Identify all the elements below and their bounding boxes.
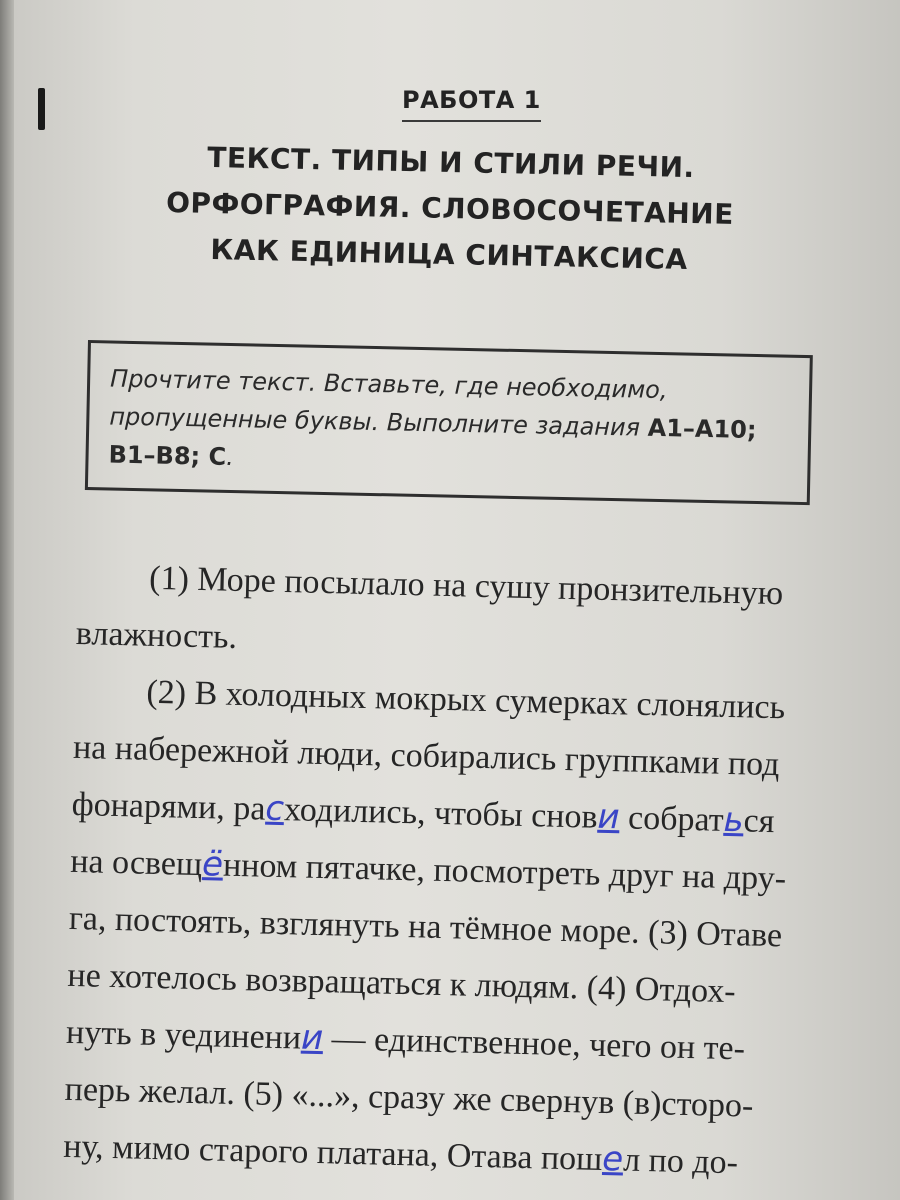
passage-line: влажность. [75, 614, 238, 656]
passage-line: га, постоять, взглянуть на тёмное море. (3) Отаве [68, 899, 783, 955]
text-fragment: нуть в уединени [65, 1013, 302, 1057]
instruction-end: . [225, 442, 235, 472]
passage-line: (1) Море посылало на сушу пронзительную [148, 559, 784, 613]
handwritten-letter: с [264, 788, 285, 830]
instruction-box [85, 340, 813, 505]
text-fragment: собрат [619, 799, 725, 839]
topic-line-2: ОРФОГРАФИЯ. СЛОВОСОЧЕТАНИЕ [165, 186, 735, 231]
text-fragment: ходились, чтобы снов [283, 791, 598, 836]
handwritten-letter: ё [201, 844, 224, 885]
text-fragment: на освещ [69, 842, 203, 884]
instruction-text: Прочтите текст. Вставьте, где необходимо, пропущенные буквы. Выполните задания [109, 364, 668, 442]
text-fragment: сторо- [661, 1085, 754, 1125]
text-fragment: фонарями, ра [71, 785, 266, 828]
handwritten-letter: ь [723, 799, 745, 841]
topic-heading [0, 131, 900, 288]
text-fragment: — единственное, чего он те- [322, 1020, 746, 1068]
text-fragment: л по до- [622, 1141, 739, 1182]
passage-line: на набережной люди, собирались группками под [72, 728, 780, 784]
text-fragment: ну, мимо старого платана, Отава пош [62, 1127, 603, 1178]
margin-mark [38, 88, 45, 130]
work-title: РАБОТА 1 [402, 86, 541, 122]
passage-line: (2) В холодных мокрых сумерках слонялись [146, 673, 786, 727]
handwritten-letter: и [597, 796, 621, 838]
topic-line-3: КАК ЕДИНИЦА СИНТАКСИСА [210, 232, 688, 276]
text-fragment: перь желал. (5) «...», сразу же свернув (в) [64, 1070, 662, 1123]
topic-line-1: ТЕКСТ. ТИПЫ И СТИЛИ РЕЧИ. [206, 140, 695, 185]
handwritten-letter: и [300, 1017, 324, 1059]
text-fragment: нном пятачке, посмотреть друг на дру- [222, 846, 787, 898]
passage [63, 548, 838, 1193]
handwritten-letter: е [601, 1138, 624, 1180]
passage-line: не хотелось возвращаться к людям. (4) Отдох- [67, 956, 737, 1011]
text-fragment: ся [743, 802, 775, 841]
instruction-tasks: A1–A10; B1–B8; C [108, 413, 757, 471]
